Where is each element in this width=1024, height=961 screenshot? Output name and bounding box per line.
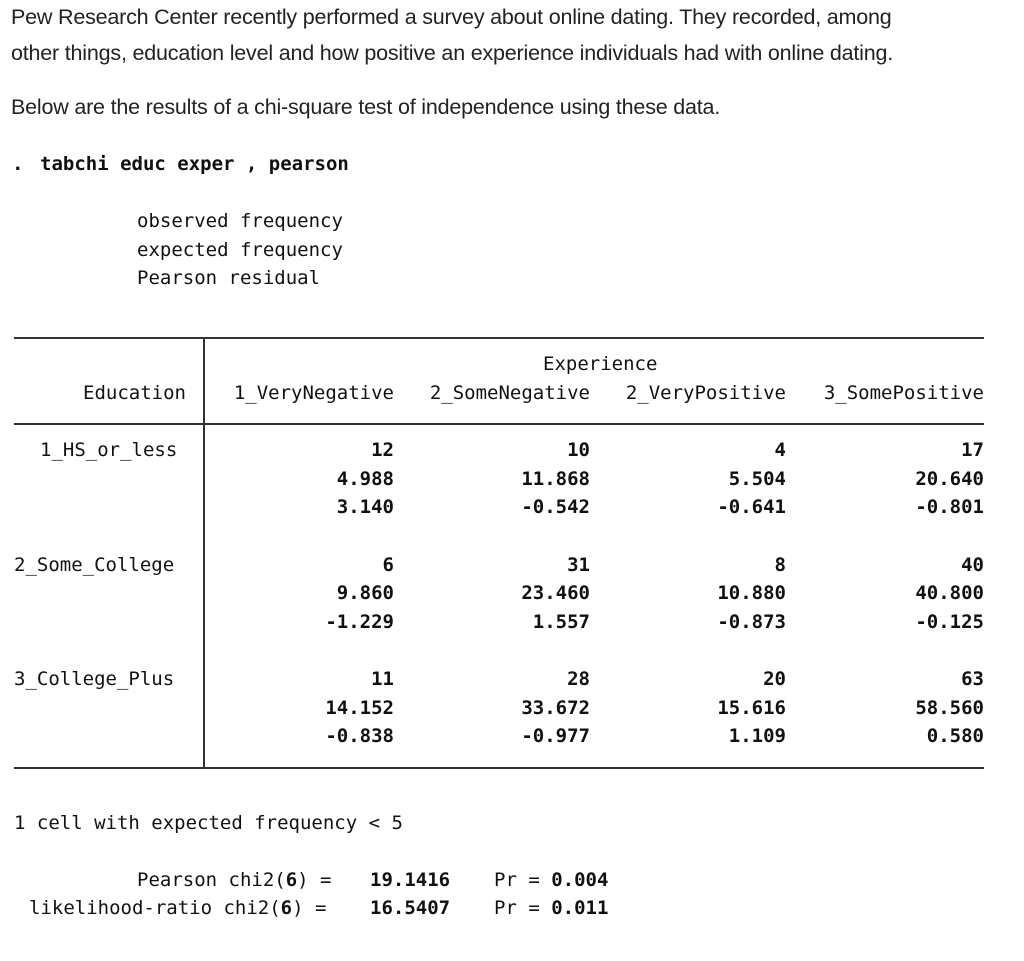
cell-residual: 0.580 [926, 725, 984, 747]
pearson-close: ) = [297, 869, 332, 891]
cell-residual: -0.873 [717, 611, 786, 633]
col-header-3: 2_VeryPositive [625, 382, 786, 404]
table-top-rule [14, 337, 984, 339]
cell-observed: 11 [371, 668, 394, 690]
cell-observed: 4 [774, 439, 786, 461]
cell-observed: 31 [567, 554, 590, 576]
table-header-rule [14, 423, 984, 425]
cell-observed: 10 [567, 439, 590, 461]
pearson-chi2-stat [137, 866, 332, 894]
lr-value: 16.5407 [370, 897, 451, 919]
lr-df: 6 [280, 897, 293, 919]
pearson-pr-label: Pr = [494, 869, 540, 891]
table-divider [203, 337, 205, 768]
col-header-4: 3_SomePositive [823, 382, 984, 404]
key-observed: observed frequency [137, 210, 343, 232]
cell-expected: 20.640 [915, 468, 984, 490]
intro-line-3: Below are the results of a chi-square test of independence using these data. [11, 95, 721, 119]
lr-chi2-stat [29, 894, 326, 922]
lr-pr-value: 0.011 [551, 897, 609, 919]
cell-observed: 40 [961, 554, 984, 576]
expected-frequency-note: 1 cell with expected frequency < 5 [14, 812, 403, 834]
cell-residual: -1.229 [325, 611, 394, 633]
intro-line-2: other things, education level and how positive an experience individuals had with online dating. [11, 41, 894, 65]
cell-expected: 58.560 [915, 697, 984, 719]
cell-residual: -0.838 [325, 725, 394, 747]
pearson-value: 19.1416 [370, 869, 451, 891]
col-group-label: Experience [543, 353, 658, 375]
cell-expected: 40.800 [915, 582, 984, 604]
cell-observed: 8 [774, 554, 786, 576]
cell-observed: 28 [567, 668, 590, 690]
pearson-df: 6 [285, 869, 298, 891]
cell-residual: -0.641 [717, 496, 786, 518]
lr-pr-label: Pr = [494, 897, 540, 919]
cell-observed: 20 [763, 668, 786, 690]
cell-residual: -0.801 [915, 496, 984, 518]
cell-residual: -0.542 [521, 496, 590, 518]
key-residual: Pearson residual [137, 267, 321, 289]
table-bottom-rule [14, 767, 984, 769]
lr-pr [494, 894, 608, 922]
cell-expected: 15.616 [717, 697, 786, 719]
lr-label: likelihood-ratio chi2( [29, 897, 281, 919]
row-label-3: 3_College_Plus [14, 668, 175, 690]
cell-residual: -0.977 [521, 725, 590, 747]
cell-expected: 4.988 [336, 468, 394, 490]
row-label-1: 1_HS_or_less [40, 439, 178, 461]
pearson-pr [494, 866, 608, 894]
command-text: tabchi educ exper , pearson [40, 153, 349, 175]
key-expected: expected frequency [137, 239, 343, 261]
lr-close: ) = [292, 897, 327, 919]
intro-line-1: Pew Research Center recently performed a survey about online dating. They recorded, among [11, 5, 892, 29]
col-header-1: 1_VeryNegative [233, 382, 394, 404]
cell-observed: 12 [371, 439, 394, 461]
cell-expected: 11.868 [521, 468, 590, 490]
cell-expected: 10.880 [717, 582, 786, 604]
command-prompt: . [12, 153, 24, 175]
cell-residual: 1.557 [532, 611, 590, 633]
cell-residual: 1.109 [728, 725, 786, 747]
cell-observed: 63 [961, 668, 984, 690]
cell-residual: 3.140 [336, 496, 394, 518]
pearson-label: Pearson chi2( [137, 869, 286, 891]
cell-expected: 33.672 [521, 697, 590, 719]
col-header-2: 2_SomeNegative [429, 382, 590, 404]
row-label-2: 2_Some_College [14, 554, 175, 576]
cell-expected: 9.860 [336, 582, 394, 604]
pearson-pr-value: 0.004 [551, 869, 609, 891]
cell-residual: -0.125 [915, 611, 984, 633]
row-header: Education [83, 382, 186, 404]
cell-expected: 23.460 [521, 582, 590, 604]
cell-observed: 17 [961, 439, 984, 461]
cell-observed: 6 [382, 554, 394, 576]
cell-expected: 5.504 [728, 468, 786, 490]
cell-expected: 14.152 [325, 697, 394, 719]
